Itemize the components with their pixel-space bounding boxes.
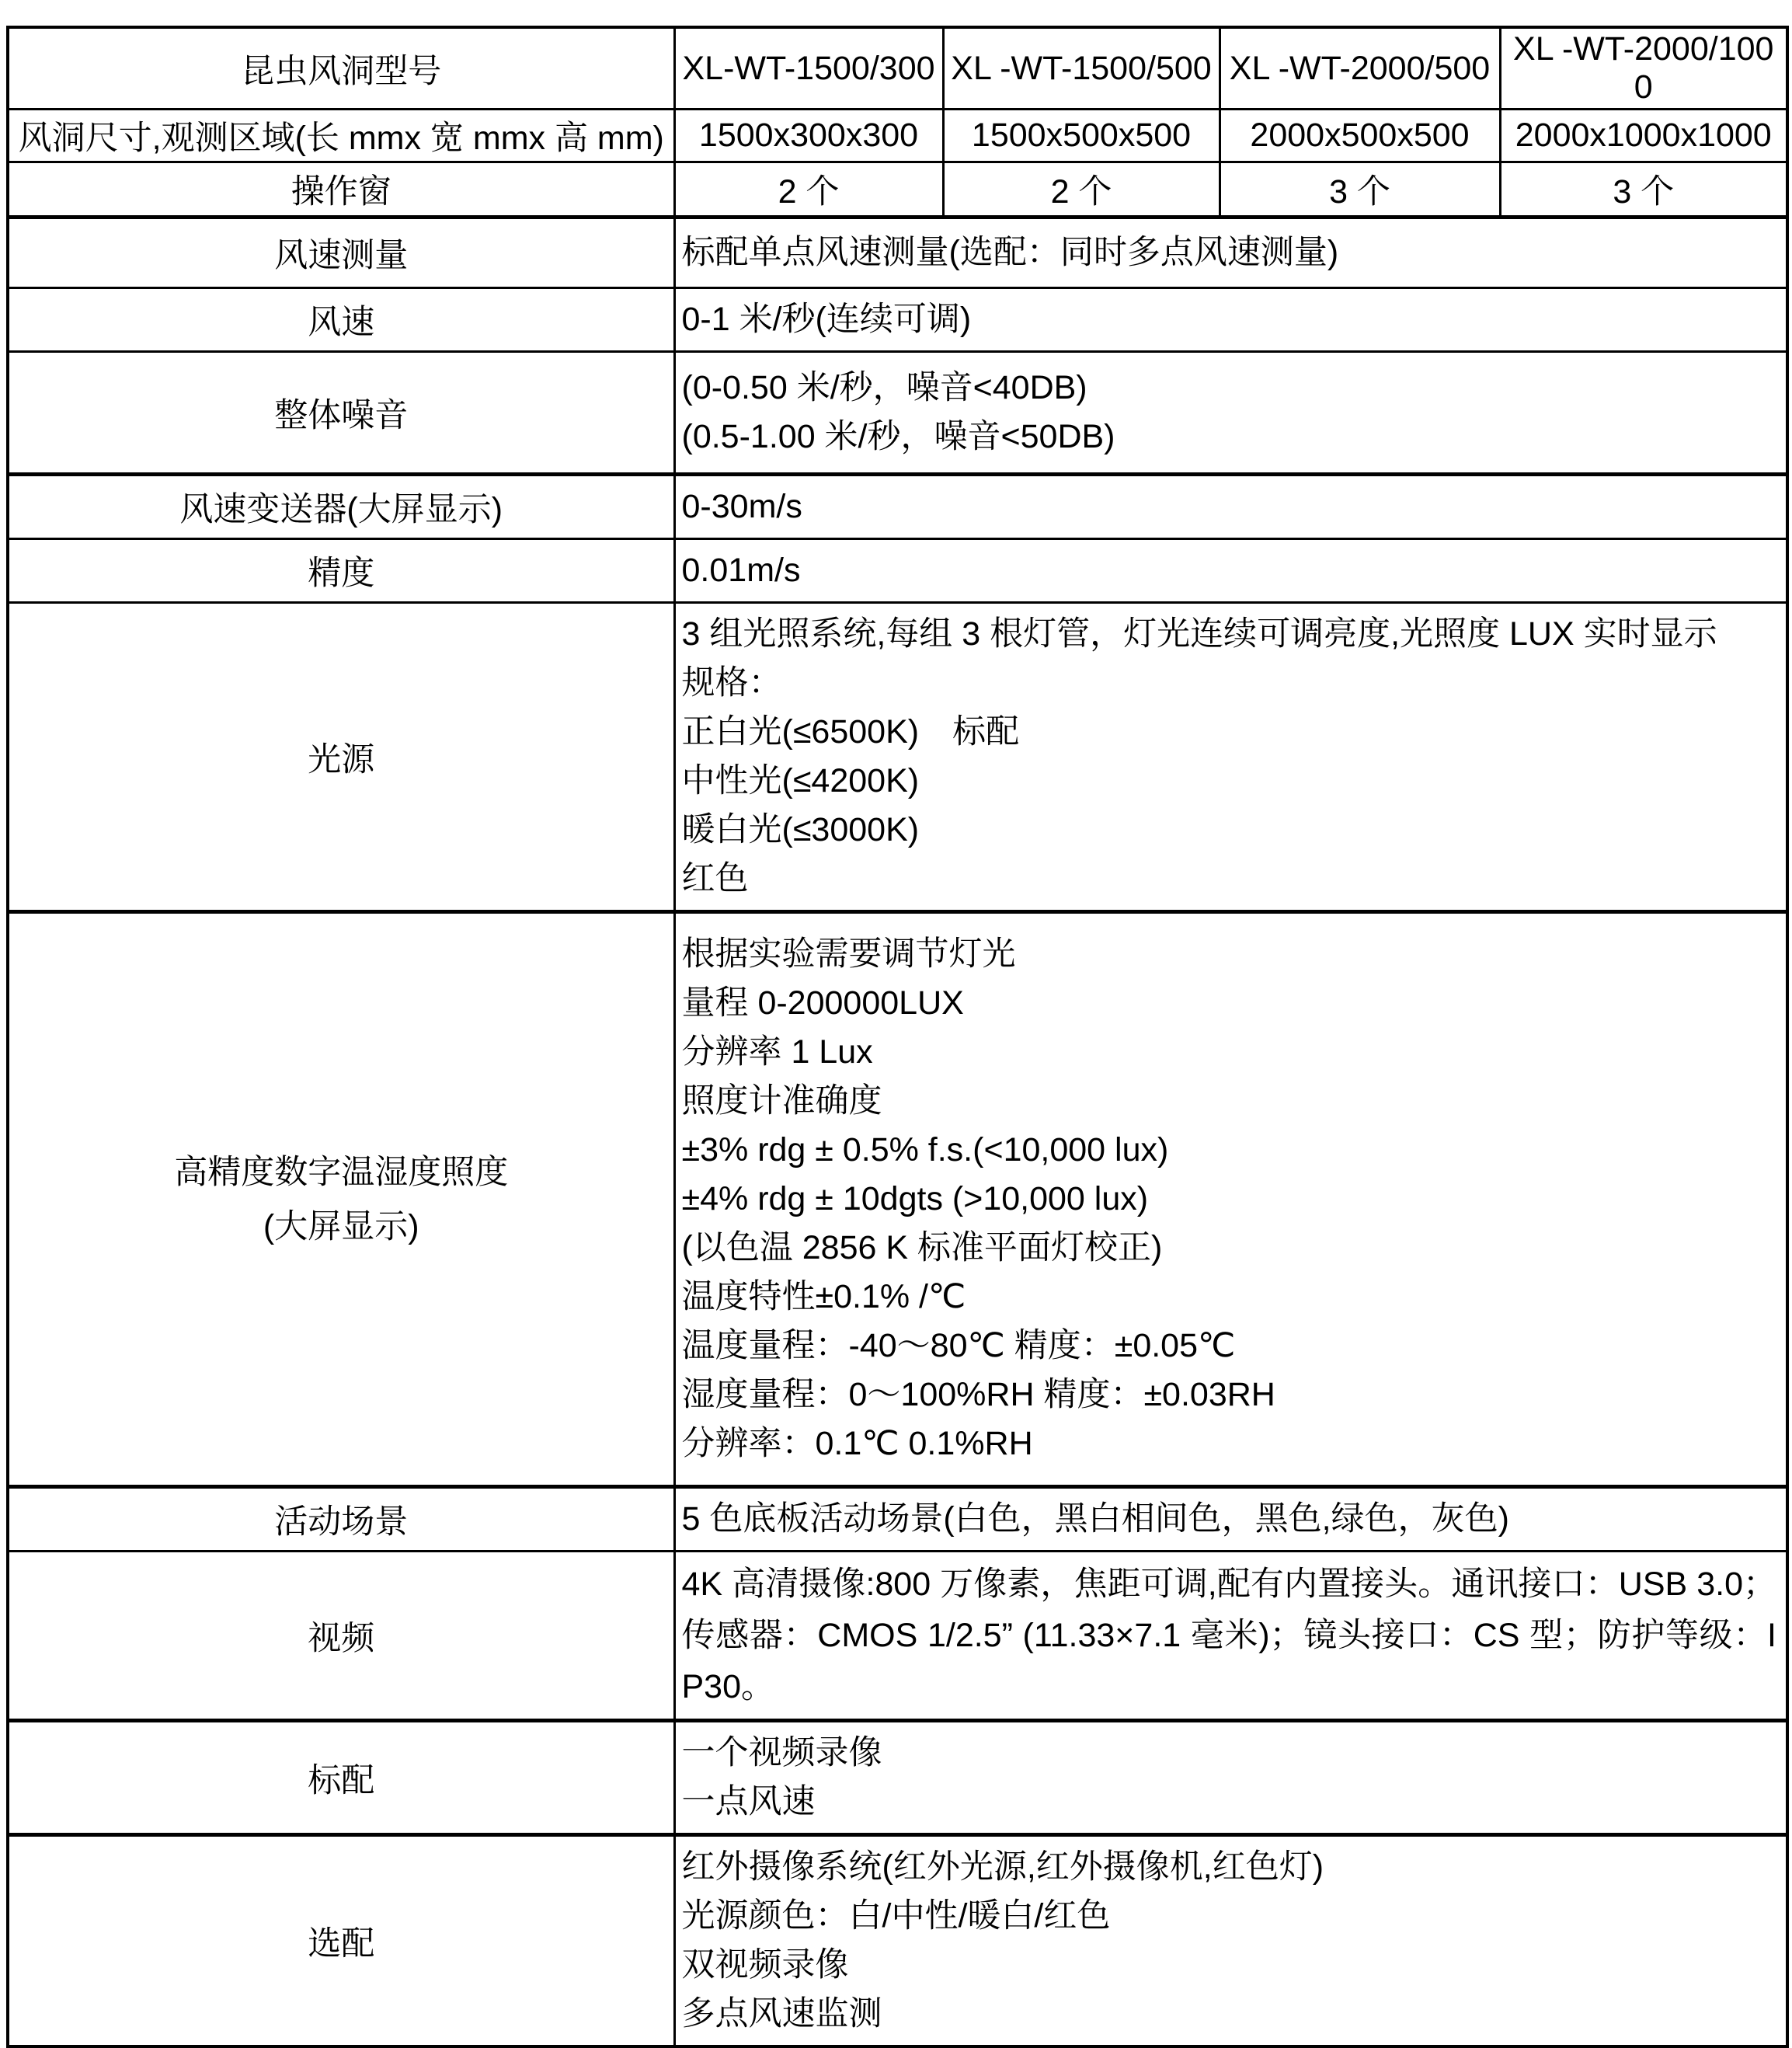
table-row-optional [8, 1835, 1787, 2047]
table-row-accuracy [8, 539, 1787, 603]
noise-label: 整体噪音 [8, 352, 674, 475]
wind-measure-value [674, 218, 1787, 288]
spec-line: 0-30m/s [681, 488, 802, 525]
optional-label: 选配 [8, 1835, 674, 2047]
wind-speed-value [674, 288, 1787, 352]
model-cell-2: XL -WT-1500/500 [943, 27, 1220, 110]
table-row-standard [8, 1721, 1787, 1835]
spec-line: 4K 高清摄像:800 万像素，焦距可调,配有内置接头。通讯接口：USB 3.0；传感器：CMOS 1/2.5” (11.33×7.1 毫米)；镜头接口：CS 型；防护等级：IP30。 [681, 1566, 1776, 1705]
accuracy-value [674, 539, 1787, 603]
spec-table [6, 26, 1789, 2048]
size-cell-3: 2000x500x500 [1220, 110, 1500, 162]
spec-line: 温度特性±0.1% /℃ [681, 1278, 966, 1315]
spec-line: 湿度量程：0～100%RH 精度：±0.03RH [681, 1376, 1275, 1413]
spec-line: 分辨率 1 Lux [681, 1033, 873, 1071]
accuracy-label: 精度 [8, 539, 674, 603]
spec-line: 正白光(≤6500K) 标配 [681, 713, 1020, 751]
wind-measure-label: 风速测量 [8, 218, 674, 288]
sensor-label [8, 912, 674, 1487]
size-cell-1: 1500x300x300 [674, 110, 943, 162]
spec-line: (0-0.50 米/秒，噪音<40DB) [681, 369, 1087, 406]
standard-label: 标配 [8, 1721, 674, 1835]
table-row-wind-speed [8, 288, 1787, 352]
table-row-sensor [8, 912, 1787, 1487]
video-value [674, 1552, 1787, 1721]
spec-line: 3 组光照系统,每组 3 根灯管，灯光连续可调亮度,光照度 LUX 实时显示 [681, 615, 1717, 653]
model-cell-1: XL-WT-1500/300 [674, 27, 943, 110]
table-row-scene [8, 1487, 1787, 1552]
spec-line: 暖白光(≤3000K) [681, 811, 920, 848]
optional-value [674, 1835, 1787, 2047]
spec-line: 根据实验需要调节灯光 [681, 935, 1016, 973]
table-row-model [8, 27, 1787, 110]
size-cell-2: 1500x500x500 [943, 110, 1220, 162]
standard-value [674, 1721, 1787, 1835]
spec-line: 规格： [681, 664, 782, 702]
sensor-label-line1: 高精度数字温湿度照度 [174, 1153, 509, 1191]
scene-value [674, 1487, 1787, 1552]
table-row-light [8, 603, 1787, 912]
spec-line: 双视频录像 [681, 1946, 849, 1984]
spec-line: 红外摄像系统(红外光源,红外摄像机,红色灯) [681, 1848, 1324, 1886]
spec-line: ±3% rdg ± 0.5% f.s.(<10,000 lux) [681, 1131, 1169, 1169]
window-row-label: 操作窗 [8, 162, 674, 218]
spec-line: 温度量程：-40～80℃ 精度：±0.05℃ [681, 1327, 1236, 1364]
window-cell-1: 2 个 [674, 162, 943, 218]
light-label: 光源 [8, 603, 674, 912]
spec-line: 红色 [681, 860, 749, 897]
table-row-size [8, 110, 1787, 162]
light-value [674, 603, 1787, 912]
window-cell-2: 2 个 [943, 162, 1220, 218]
table-row-wind-measure [8, 218, 1787, 288]
size-cell-4: 2000x1000x1000 [1500, 110, 1787, 162]
spec-line: 0-1 米/秒(连续可调) [681, 301, 972, 338]
spec-line: 中性光(≤4200K) [681, 762, 920, 799]
spec-line: 标配单点风速测量(选配：同时多点风速测量) [681, 234, 1339, 271]
size-row-label: 风洞尺寸,观测区域(长 mmx 宽 mmx 高 mm) [8, 110, 674, 162]
spec-line: 多点风速监测 [681, 1995, 882, 2032]
scene-label: 活动场景 [8, 1487, 674, 1552]
spec-line: (0.5-1.00 米/秒，噪音<50DB) [681, 418, 1115, 455]
video-label: 视频 [8, 1552, 674, 1721]
spec-line: 分辨率：0.1℃ 0.1%RH [681, 1425, 1033, 1462]
wind-speed-label: 风速 [8, 288, 674, 352]
spec-line: 光源颜色：白/中性/暖白/红色 [681, 1897, 1111, 1935]
model-row-label: 昆虫风洞型号 [8, 27, 674, 110]
spec-line: 一点风速 [681, 1783, 816, 1820]
model-cell-4: XL -WT-2000/1000 [1500, 27, 1787, 110]
table-row-transmitter [8, 475, 1787, 539]
transmitter-value [674, 475, 1787, 539]
table-row-window [8, 162, 1787, 218]
transmitter-label: 风速变送器(大屏显示) [8, 475, 674, 539]
sensor-label-line2: (大屏显示) [263, 1207, 419, 1245]
spec-line: (以色温 2856 K 标准平面灯校正) [681, 1229, 1163, 1266]
model-cell-3: XL -WT-2000/500 [1220, 27, 1500, 110]
window-cell-3: 3 个 [1220, 162, 1500, 218]
spec-line: 一个视频录像 [681, 1734, 882, 1771]
table-row-video [8, 1552, 1787, 1721]
sensor-value [674, 912, 1787, 1487]
spec-line: 0.01m/s [681, 552, 801, 589]
table-row-noise [8, 352, 1787, 475]
window-cell-4: 3 个 [1500, 162, 1787, 218]
spec-line: 照度计准确度 [681, 1082, 882, 1120]
spec-line: 5 色底板活动场景(白色，黑白相间色，黑色,绿色，灰色) [681, 1500, 1509, 1538]
spec-line: ±4% rdg ± 10dgts (>10,000 lux) [681, 1180, 1149, 1217]
spec-line: 量程 0-200000LUX [681, 984, 964, 1022]
noise-value [674, 352, 1787, 475]
